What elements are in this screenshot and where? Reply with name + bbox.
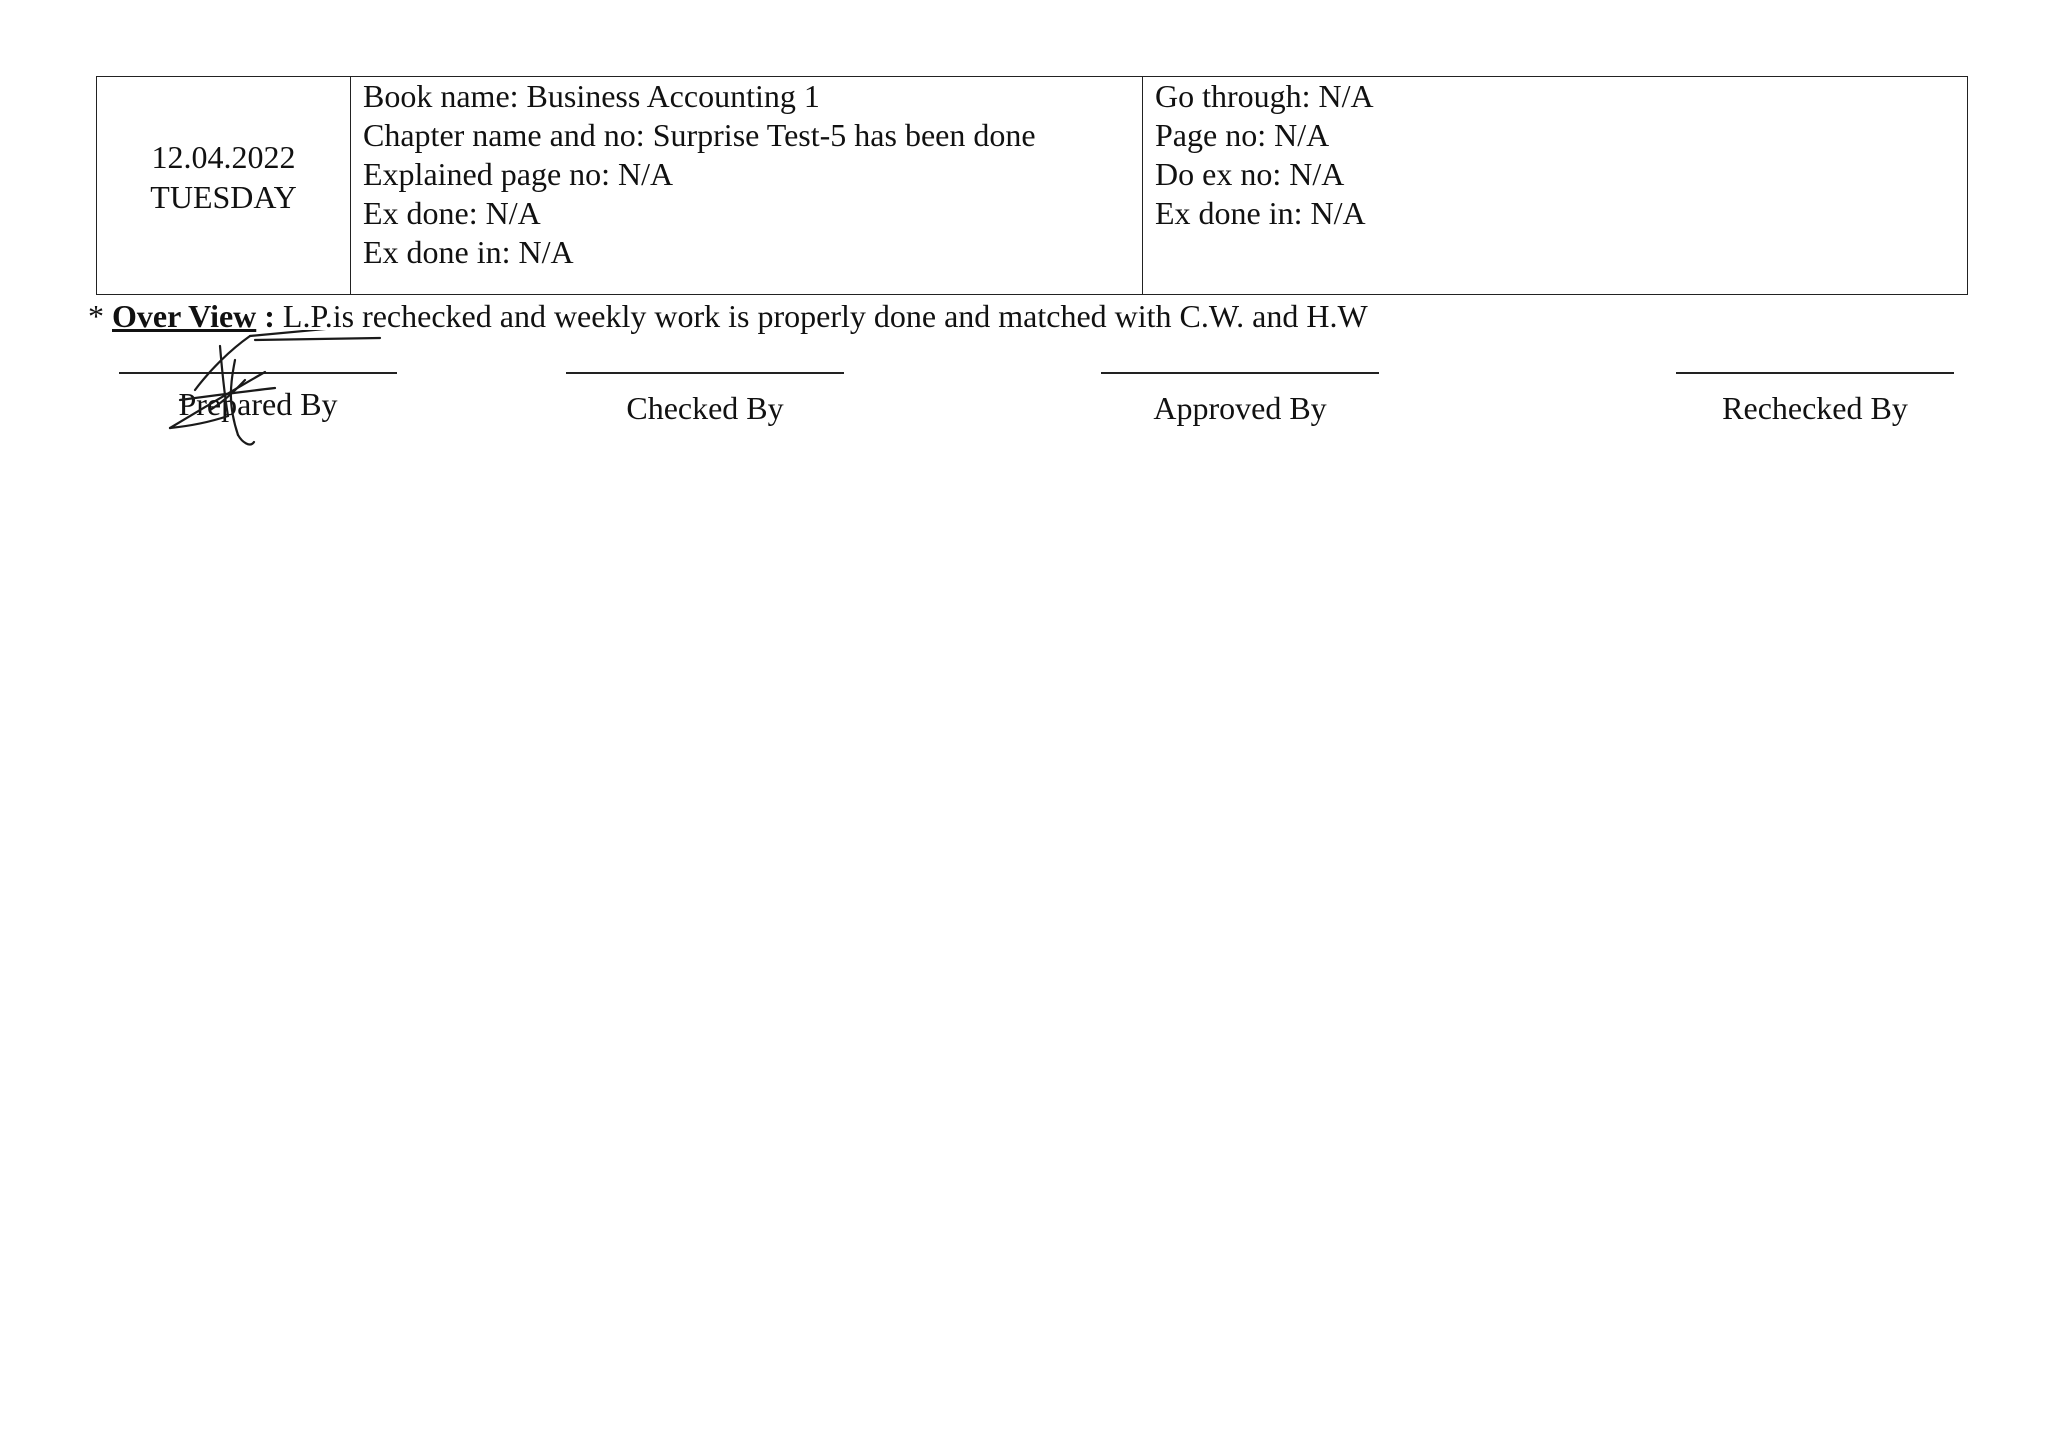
log-row: [97, 77, 1968, 295]
home-page-no: Page no: N/A: [1155, 117, 1330, 153]
do-exercise-no: Do ex no: N/A: [1155, 156, 1345, 192]
home-work-cell: [1143, 77, 1968, 295]
rechecked-by-block: [1675, 372, 1955, 428]
signature-line: [1101, 372, 1379, 374]
book-name: Book name: Business Accounting 1: [363, 78, 820, 114]
home-exercise-done-in: Ex done in: N/A: [1155, 195, 1366, 231]
approved-by-block: [1100, 372, 1380, 428]
date-cell: [97, 77, 351, 295]
rechecked-by-label: Rechecked By: [1722, 390, 1908, 426]
exercise-done: Ex done: N/A: [363, 195, 541, 231]
chapter-name: Chapter name and no: Surprise Test-5 has been done: [363, 117, 1036, 153]
explained-page: Explained page no: N/A: [363, 156, 674, 192]
approved-by-label: Approved By: [1153, 390, 1327, 426]
log-date: 12.04.2022: [151, 138, 296, 175]
class-work-cell: [351, 77, 1143, 295]
lesson-log-table: [96, 76, 1968, 295]
handwritten-signature-icon: [150, 330, 400, 450]
signature-line: [1676, 372, 1954, 374]
overview-colon: :: [264, 298, 275, 334]
checked-by-block: [565, 372, 845, 428]
overview-label: Over View: [112, 298, 257, 334]
go-through: Go through: N/A: [1155, 78, 1374, 114]
overview-bullet: *: [88, 298, 104, 334]
log-day: TUESDAY: [150, 178, 297, 215]
signature-line: [566, 372, 844, 374]
prepared-by-label: Prepared By: [178, 386, 338, 422]
overview-text: L.P.is rechecked and weekly work is properly done and matched with C.W. and H.W: [282, 298, 1368, 334]
exercise-done-in: Ex done in: N/A: [363, 234, 574, 270]
checked-by-label: Checked By: [626, 390, 784, 426]
